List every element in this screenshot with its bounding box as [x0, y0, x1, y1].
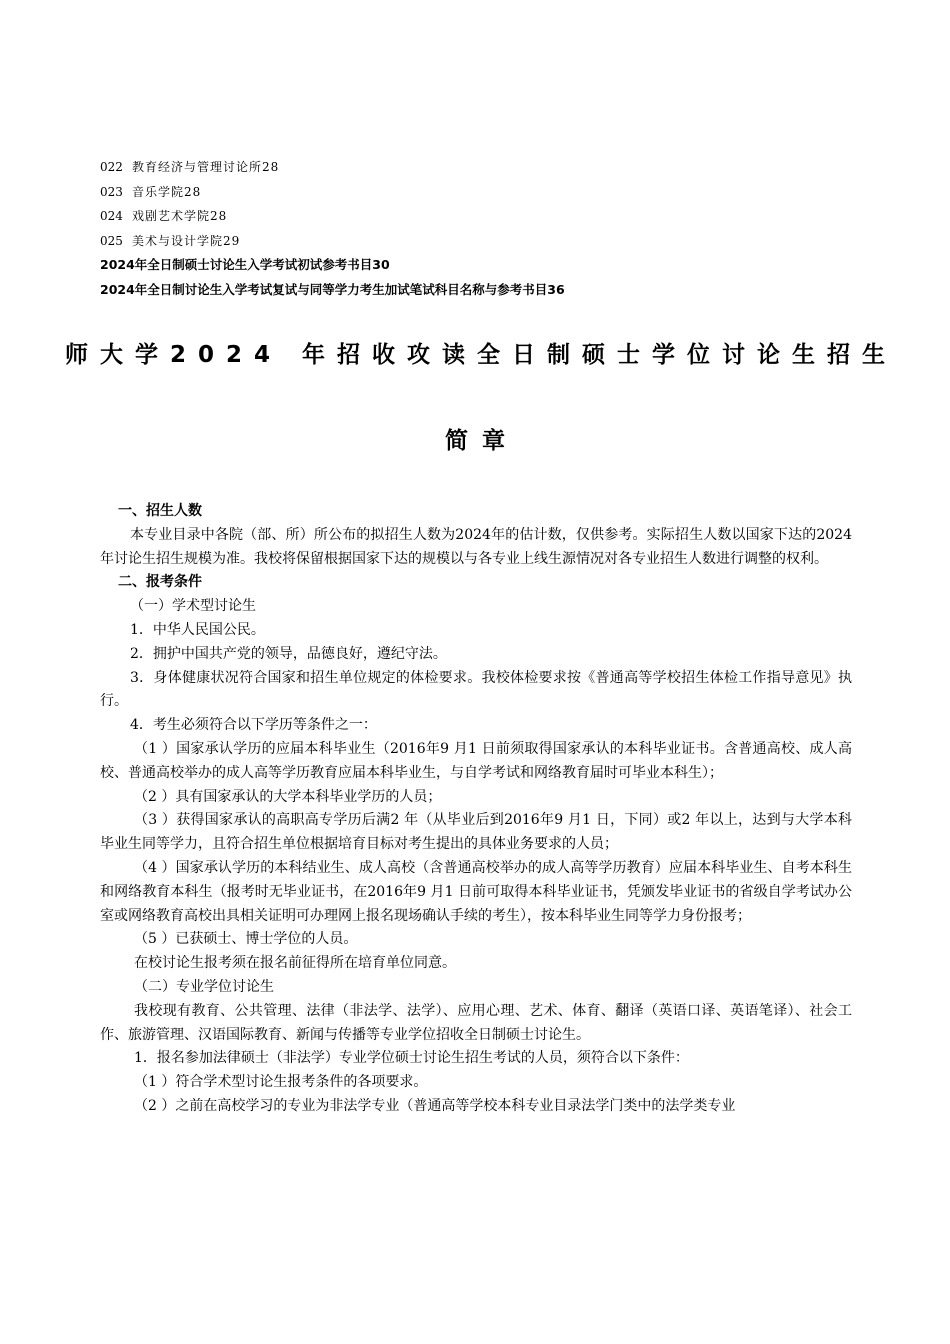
note-current-students: 在校讨论生报考须在报名前征得所在培育单位同意。 [134, 955, 456, 972]
toc-entry-text: 教育经济与管理讨论所28 [132, 160, 280, 174]
requirement-item-1: 1．中华人民国公民。 [130, 621, 265, 638]
document-title-line-2: 简章 [445, 428, 519, 454]
toc-entry-number: 023 [100, 184, 123, 199]
condition-1: （1 ）国家承认学历的应届本科毕业生（2016年9 月1 日前须取得国家承认的本科毕业证书。含普通高校、成人高校、普通高校举办的成人高等学历教育应届本科毕业生，与自学考试和网络教育届时可毕业本科生）； [100, 740, 852, 781]
section-heading-enrollment: 一、招生人数 [118, 503, 202, 519]
law-requirement-1: 1．报名参加法律硕士（非法学）专业学位硕士讨论生招生考试的人员，须符合以下条件： [134, 1050, 689, 1067]
subheading-professional: （二）专业学位讨论生 [134, 978, 274, 995]
condition-2: （2 ）具有国家承认的大学本科毕业学历的人员； [134, 788, 442, 805]
paragraph-enrollment: 本专业目录中各院（部、所）所公布的拟招生人数为2024年的估计数，仅供参考。实际招生人数以国家下达的2024年讨论生招生规模为准。我校将保留根据国家下达的规模以与各专业上线生源情况对各专业招生人数进行调整的权利。 [100, 526, 852, 567]
table-of-contents [100, 155, 880, 302]
subheading-academic: （一）学术型讨论生 [130, 598, 256, 615]
toc-entry-number: 024 [100, 209, 123, 223]
toc-entry-number: 025 [100, 233, 123, 248]
law-condition-2: （2 ）之前在高校学习的专业为非法学专业（普通高等学校本科专业目录法学门类中的法学类专业 [134, 1097, 736, 1114]
document-body [100, 500, 852, 1119]
toc-entry-text: 美术与设计学院29 [132, 233, 241, 248]
law-condition-1: （1 ）符合学术型讨论生报考条件的各项要求。 [134, 1074, 428, 1091]
toc-entry-024[interactable] [100, 204, 880, 229]
toc-entry-retest-books[interactable]: 2024年全日制讨论生入学考试复试与同等学力考生加试笔试科目名称与参考书目36 [100, 281, 565, 297]
toc-entry-022[interactable] [100, 155, 880, 180]
section-heading-requirements: 二、报考条件 [118, 574, 202, 591]
toc-entry-023[interactable] [100, 180, 880, 205]
toc-entry-number: 022 [100, 160, 123, 174]
requirement-item-4: 4．考生必须符合以下学历等条件之一： [130, 717, 377, 734]
toc-entry-text: 音乐学院28 [132, 184, 202, 199]
document-title-line-1: 师大学2024 年招收攻读全日制硕士学位讨论生招生 [64, 342, 898, 368]
condition-3: （3 ）获得国家承认的高职高专学历后满2 年（从毕业后到2016年9 月1 日，下同）或2 年以上，达到与大学本科毕业生同等学力，且符合招生单位根据培育目标对考生提出的具体业务要求的人员； [100, 812, 852, 853]
condition-5: （5 ）已获硕士、博士学位的人员。 [134, 931, 358, 948]
toc-entry-initial-exam-books[interactable]: 2024年全日制硕士讨论生入学考试初试参考书目30 [100, 257, 390, 272]
requirement-item-3: 3．身体健康状况符合国家和招生单位规定的体检要求。我校体检要求按《普通高等学校招生体检工作指导意见》执行。 [100, 669, 852, 710]
toc-entry-text: 戏剧艺术学院28 [132, 209, 228, 223]
paragraph-professional-degrees: 我校现有教育、公共管理、法律（非法学、法学）、应用心理、艺术、体育、翻译（英语口译、英语笔译）、社会工作、旅游管理、汉语国际教育、新闻与传播等专业学位招收全日制硕士讨论生。 [100, 1002, 852, 1043]
toc-entry-025[interactable] [100, 229, 880, 254]
condition-4: （4 ）国家承认学历的本科结业生、成人高校（含普通高校举办的成人高等学历教育）应届本科毕业生、自考本科生和网络教育本科生（报考时无毕业证书，在2016年9 月1 日前可取得本科毕业证书，凭颁发毕业证书的省级自学考试办公室或网络教育高校出具相关证明可办理网上报名现场确认手续的考生），按本科毕业生同等学力身份报考； [100, 859, 852, 924]
requirement-item-2: 2．拥护中国共产党的领导，品德良好，遵纪守法。 [130, 645, 447, 662]
